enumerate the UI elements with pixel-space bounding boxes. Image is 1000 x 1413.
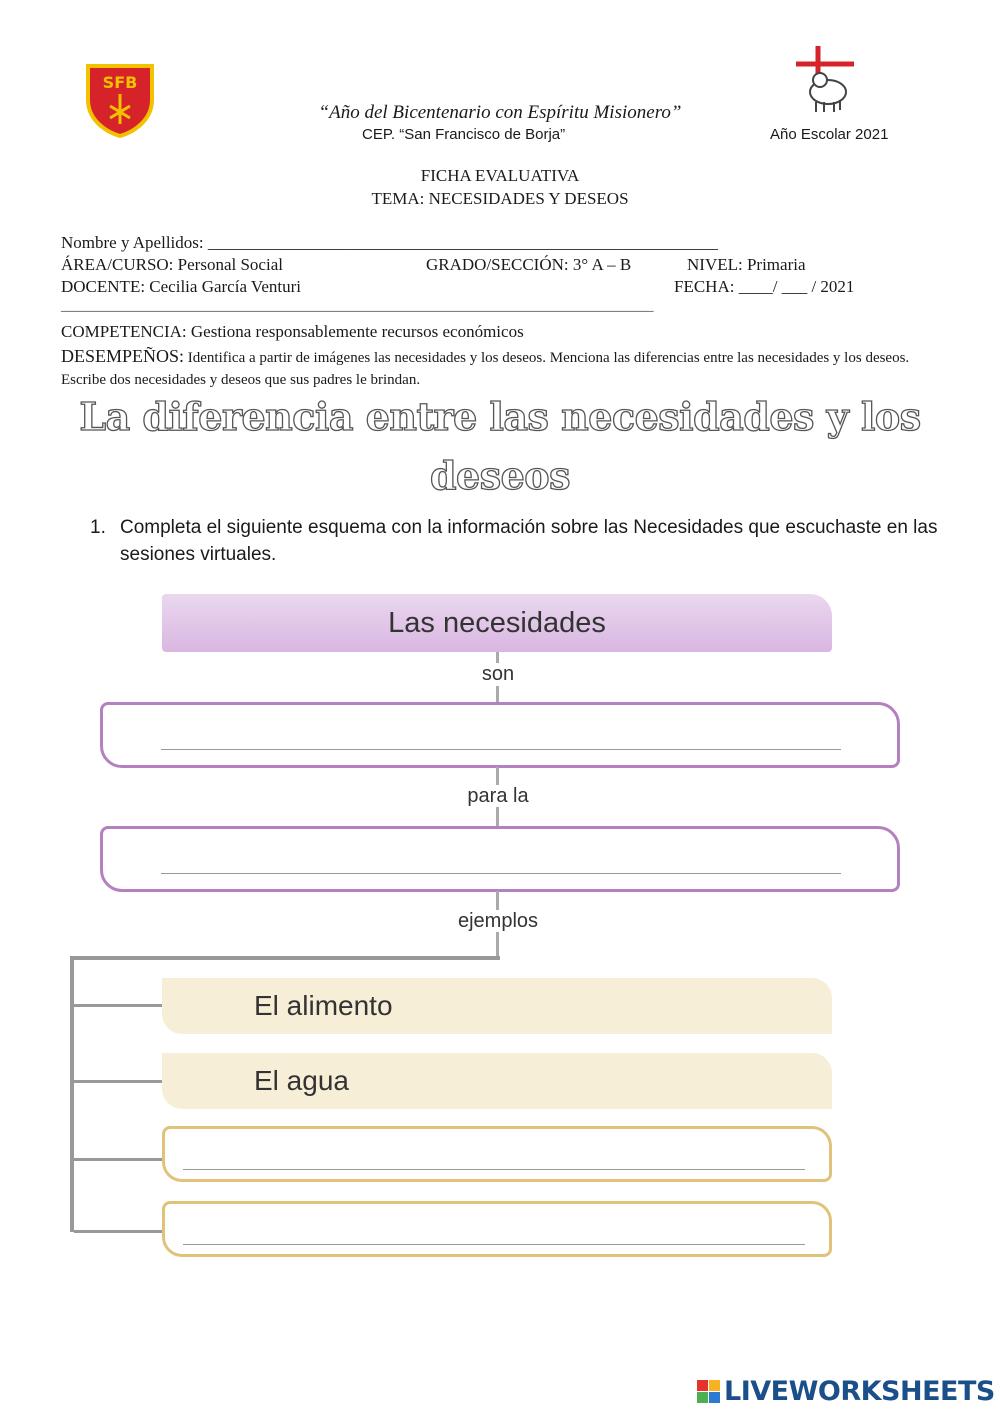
competencia-field: [61, 322, 524, 342]
answer-box-para-la[interactable]: [100, 826, 900, 892]
docente-field: [61, 277, 301, 297]
connector-son: son: [398, 663, 598, 686]
liveworksheets-logo[interactable]: [697, 1376, 995, 1407]
fecha-value[interactable]: ____/ ___ / 2021: [738, 277, 855, 296]
instruction-number: 1.: [90, 517, 106, 538]
desempenos-value: Identifica a partir de imágenes las necesidades y los deseos. Menciona las diferencias entre las necesidades y los deseos. Escribe dos necesidades y deseos que sus padres le brindan.: [61, 350, 910, 388]
fecha-label: FECHA:: [674, 277, 735, 296]
separator-line: _______________________________________________________________________________: [61, 298, 654, 314]
nivel-value: Primaria: [746, 255, 806, 274]
main-title-line2: deseos: [429, 453, 571, 498]
desempenos-label: DESEMPEÑOS:: [61, 346, 185, 366]
area-label: ÁREA/CURSO:: [61, 255, 174, 274]
example-answer-box[interactable]: [162, 1201, 832, 1257]
liveworksheets-text: LIVEWORKSHEETS: [724, 1376, 995, 1407]
tree-branch: [74, 1158, 166, 1161]
grado-label: GRADO/SECCIÓN:: [426, 255, 569, 274]
school-shield-logo: [84, 62, 156, 138]
answer-line: [161, 873, 841, 874]
tree-branch: [74, 1004, 166, 1007]
area-field: [61, 255, 283, 275]
instruction: [90, 514, 950, 568]
grado-value: 3° A – B: [572, 255, 632, 274]
main-title-line1: La diferencia entre las necesidades y los: [79, 394, 921, 439]
tree-line: [70, 956, 500, 960]
desempenos-field: [61, 345, 941, 391]
answer-line: [183, 1244, 805, 1245]
worksheet-type: FICHA EVALUATIVA: [420, 166, 580, 185]
connector-ejemplos: ejemplos: [398, 910, 598, 933]
school-year: Año Escolar 2021: [770, 126, 889, 143]
competencia-value: Gestiona responsablemente recursos económicos: [190, 322, 524, 341]
area-value: Personal Social: [177, 255, 283, 274]
tree-branch: [74, 1230, 166, 1233]
example-box: El alimento: [162, 978, 832, 1034]
example-box: El agua: [162, 1053, 832, 1109]
motto: “Año del Bicentenario con Espíritu Misionero”: [318, 102, 682, 123]
connector-para-la: para la: [398, 785, 598, 808]
docente-value: Cecilia García Venturi: [149, 277, 301, 296]
grado-field: [426, 255, 631, 275]
liveworksheets-icon: [697, 1380, 720, 1403]
answer-line: [183, 1169, 805, 1170]
tree-line: [70, 958, 74, 1232]
name-label: Nombre y Apellidos:: [61, 233, 204, 252]
diagram-header: Las necesidades: [162, 594, 832, 652]
school-name: CEP. “San Francisco de Borja”: [362, 126, 566, 143]
nivel-field: [687, 255, 806, 275]
name-row: [61, 233, 718, 253]
tree-branch: [74, 1080, 166, 1083]
answer-line: [161, 749, 841, 750]
worksheet-topic: TEMA: NECESIDADES Y DESEOS: [371, 189, 629, 208]
fecha-field: [674, 277, 854, 297]
answer-box-son[interactable]: [100, 702, 900, 768]
competencia-label: COMPETENCIA:: [61, 322, 187, 341]
logo-initials: SFB: [102, 73, 138, 92]
name-blank[interactable]: ____________________________________________________________: [207, 233, 718, 252]
docente-label: DOCENTE:: [61, 277, 146, 296]
instruction-text: Completa el siguiente esquema con la información sobre las Necesidades que escuchaste en las sesiones virtuales.: [120, 517, 938, 565]
nivel-label: NIVEL:: [687, 255, 743, 274]
example-answer-box[interactable]: [162, 1126, 832, 1182]
